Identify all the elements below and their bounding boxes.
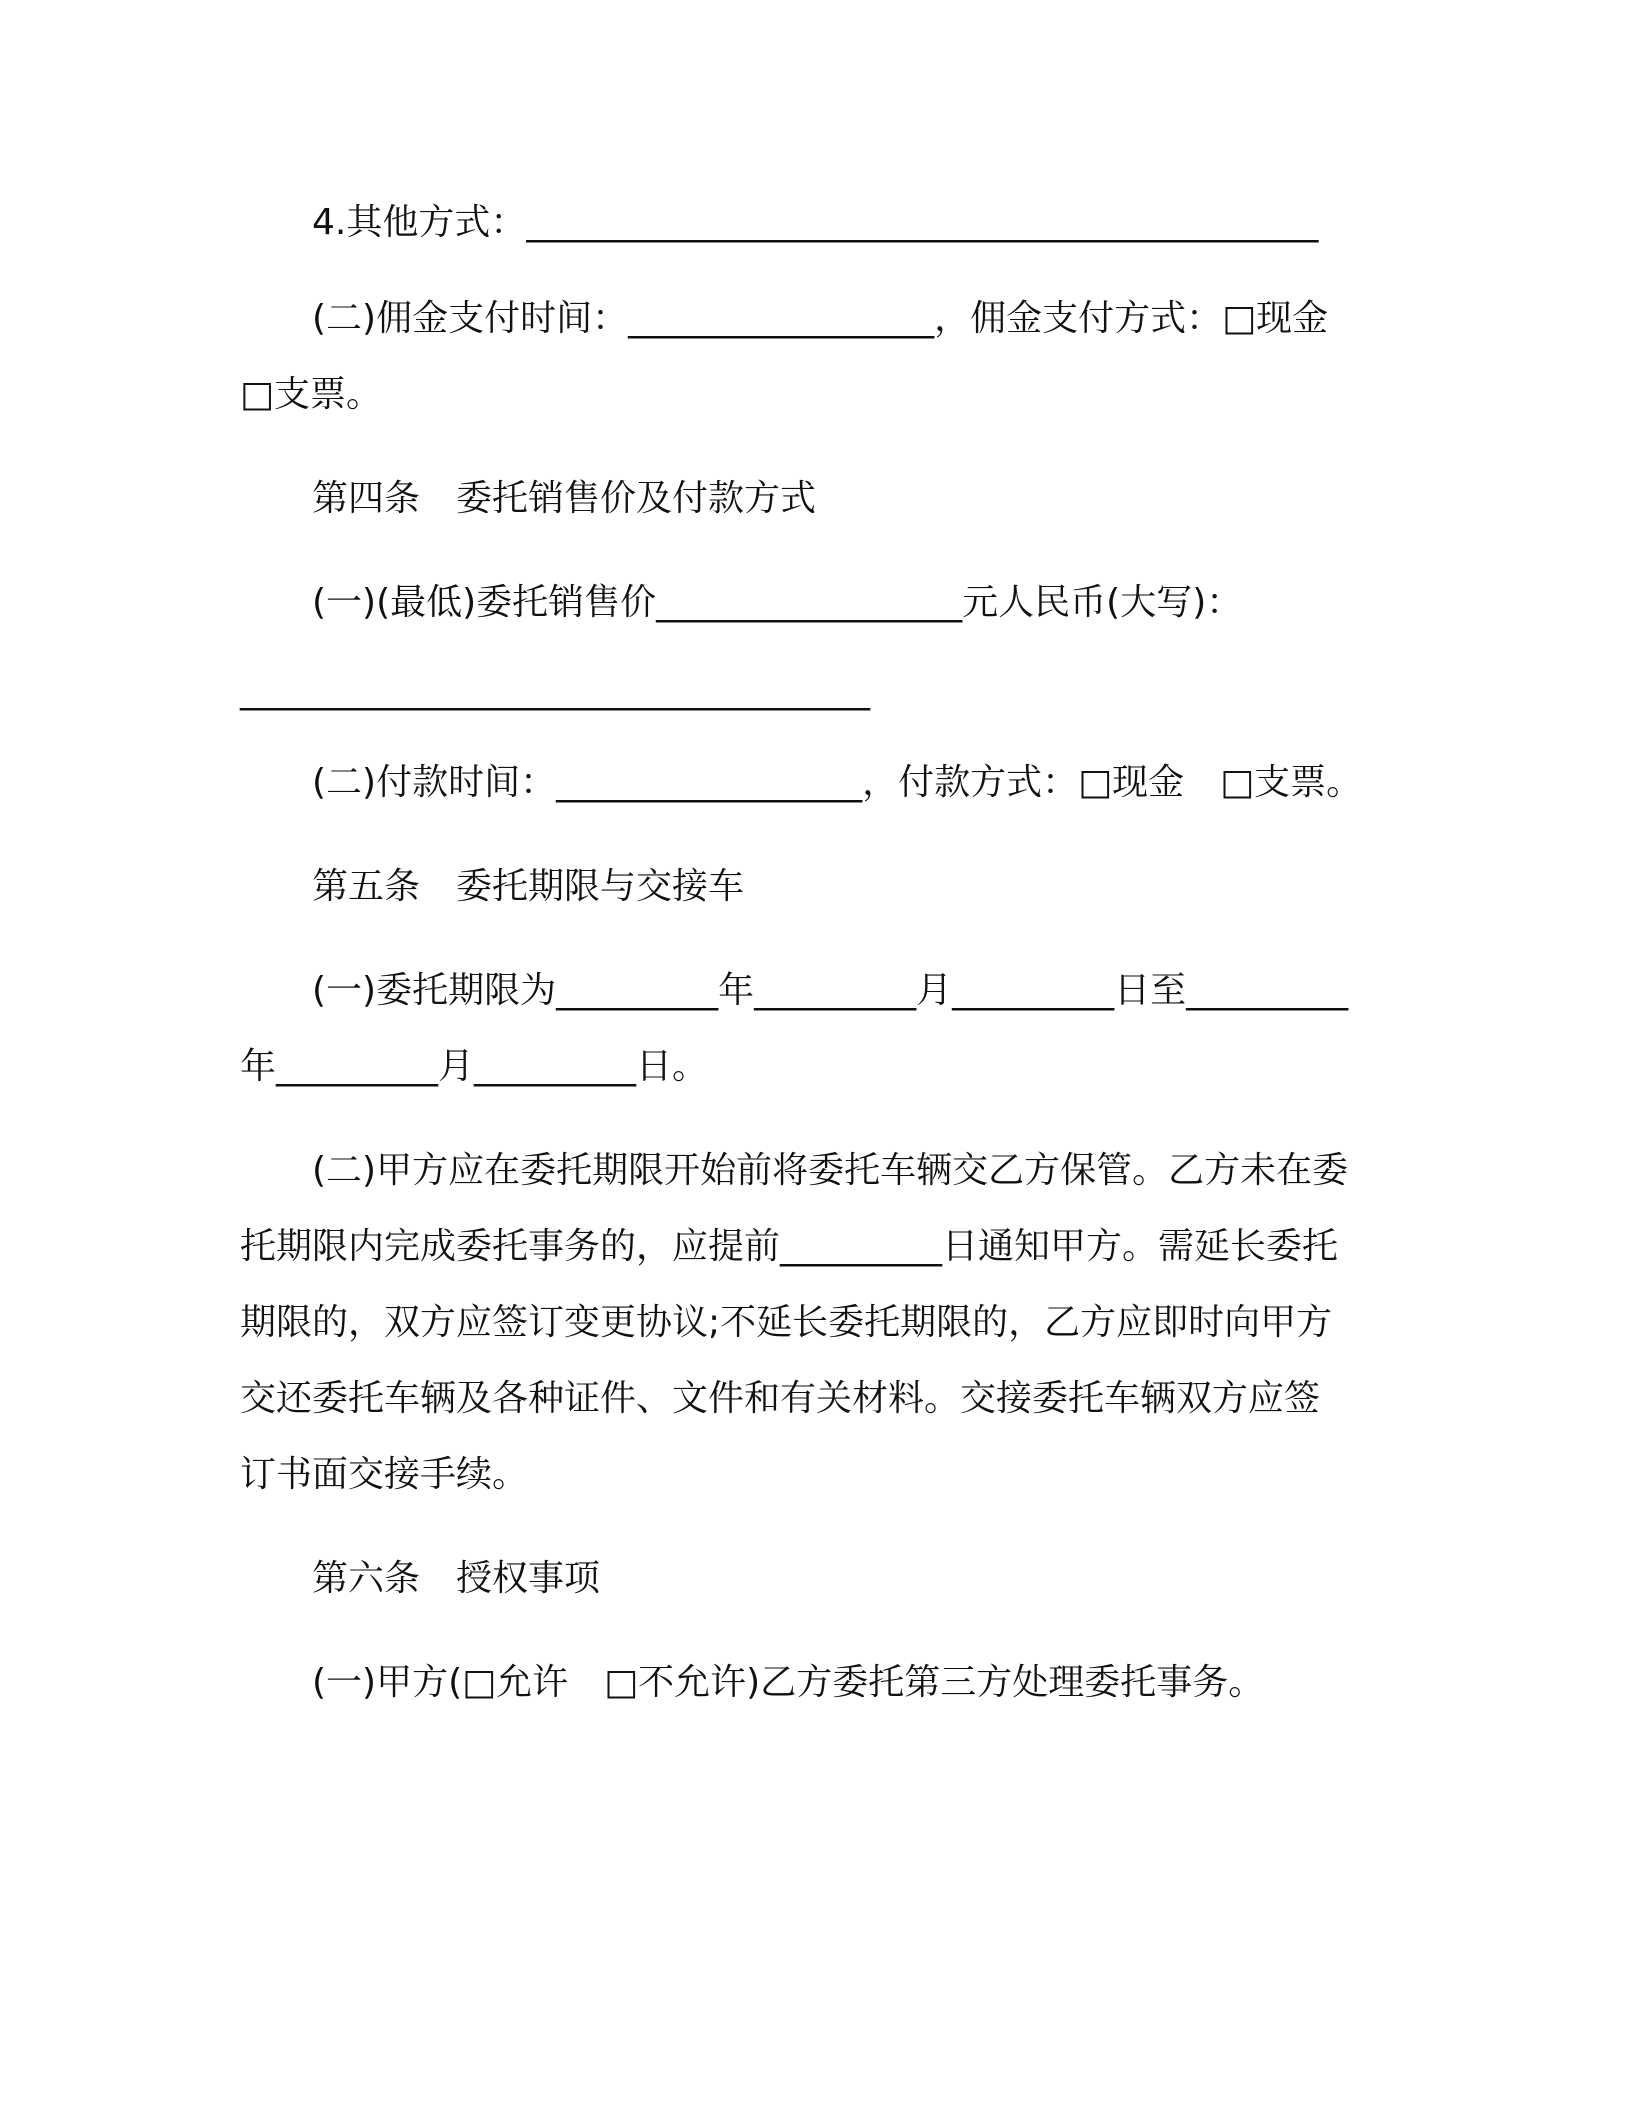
handover-paragraph-line-3: 期限的，双方应签订变更协议;不延长委托期限的，乙方应即时向甲方 bbox=[240, 1302, 1333, 1343]
payment-time-line: (二)付款时间：_________________，付款方式：□现金 □支票。 bbox=[312, 762, 1363, 803]
entrust-period-end-line: 年_________月_________日。 bbox=[240, 1046, 709, 1087]
article-five-heading: 第五条 委托期限与交接车 bbox=[312, 866, 745, 907]
handover-paragraph-line-1: (二)甲方应在委托期限开始前将委托车辆交乙方保管。乙方未在委 bbox=[312, 1150, 1349, 1191]
handover-paragraph-line-5: 订书面交接手续。 bbox=[240, 1454, 529, 1495]
other-method-line: 4.其他方式：____________________________________________ bbox=[312, 202, 1319, 243]
authorization-line: (一)甲方(□允许 □不允许)乙方委托第三方处理委托事务。 bbox=[312, 1662, 1265, 1703]
sale-price-line: (一)(最低)委托销售价_________________元人民币(大写)： bbox=[312, 582, 1243, 623]
handover-paragraph-line-4: 交还委托车辆及各种证件、文件和有关材料。交接委托车辆双方应签 bbox=[240, 1378, 1321, 1419]
entrust-period-line: (一)委托期限为_________年_________月_________日至_________ bbox=[312, 970, 1349, 1011]
commission-payment-line: (二)佣金支付时间：_________________，佣金支付方式：□现金 bbox=[312, 298, 1329, 339]
handover-paragraph-line-2: 托期限内完成委托事务的，应提前_________日通知甲方。需延长委托 bbox=[240, 1226, 1339, 1267]
sale-price-blank-line: ___________________________________ bbox=[240, 670, 870, 711]
article-four-heading: 第四条 委托销售价及付款方式 bbox=[312, 478, 817, 519]
commission-check-line: □支票。 bbox=[240, 374, 383, 415]
article-six-heading: 第六条 授权事项 bbox=[312, 1558, 601, 1599]
